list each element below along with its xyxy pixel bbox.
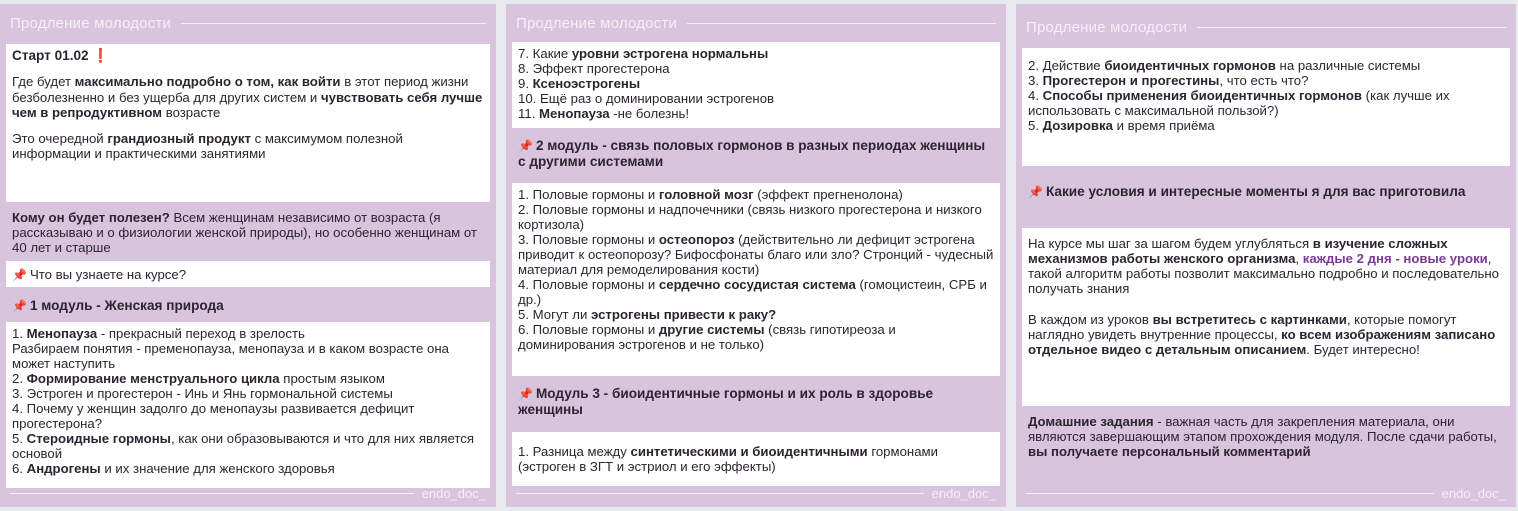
who-paragraph: Кому он будет полезен? Всем женщинам независимо от возраста (я рассказываю и о физиологии женской природы), но особенно женщинам от 40 лет и старше xyxy=(6,206,490,256)
footer-handle: endo_doc_ xyxy=(931,485,996,501)
learn-card xyxy=(6,261,490,287)
footer-line xyxy=(1026,493,1434,494)
pictures-paragraph: В каждом из уроков вы встретитесь с картинками, которые помогут наглядно увидеть внутренние процессы, ко всем изображениям записано отдельное видео с детальным описанием. Будет интересно! xyxy=(1028,312,1496,358)
list-item: 10. Ещё раз о доминировании эстрогенов xyxy=(518,91,775,107)
list-item: 4. Способы применения биоидентичных гормонов (как лучше их использовать с максимальной пользой?) xyxy=(1028,88,1450,119)
module2-title: 2 модуль - связь половых гормонов в разных периодах женщины с другими системами xyxy=(518,138,986,169)
header-line xyxy=(181,23,486,24)
course-paragraph: На курсе мы шаг за шагом будем углубляться в изучение сложных механизмов работы женского организма, каждые 2 дня - новые уроки, такой алгоритм работы позволит максимально подробно и последовательно получать знания xyxy=(1028,236,1499,297)
list-item: 7. Какие уровни эстрогена нормальны xyxy=(518,46,769,61)
slide-header-title: Продление молодости xyxy=(10,14,172,32)
footer-handle: endo_doc_ xyxy=(421,485,486,501)
pin-icon: 📌 xyxy=(12,299,27,313)
list-item: 5. Стероидные гормоны, как они образовываются и что для них является основой xyxy=(12,431,475,462)
header-line xyxy=(1197,27,1506,28)
slide-header xyxy=(1026,16,1506,38)
product-paragraph: Это очередной грандиозный продукт с максимумом полезной информации и практическими занятиями xyxy=(12,130,403,161)
homework-paragraph: Домашние задания - важная часть для закрепления материала, они являются завершающим этапом прохождения модуля. После сдачи работы, вы получаете персональный комментарий xyxy=(1022,410,1510,482)
module3-heading-block xyxy=(512,382,1000,426)
slide-panel-1 xyxy=(0,4,496,507)
list-item: 1. Половые гормоны и головной мозг (эффект прегненолона) xyxy=(518,187,903,202)
list-item: 4. Почему у женщин задолго до менопаузы развивается дефицит прогестерона? xyxy=(12,401,415,432)
header-line xyxy=(687,23,996,24)
intro-card xyxy=(6,44,490,202)
module1-title: 1 модуль - Женская природа xyxy=(29,298,224,313)
module2-heading-block xyxy=(512,134,1000,178)
pin-icon: 📌 xyxy=(12,268,27,282)
pin-icon: 📌 xyxy=(518,139,533,153)
list-item: 9. Ксеноэстрогены xyxy=(518,76,641,92)
course-info-card xyxy=(1022,228,1510,406)
list-item: 1. Разница между синтетическими и биоидентичными гормонами (эстроген в ЗГТ и эстриол и его эффекты) xyxy=(518,444,938,475)
footer-line xyxy=(516,493,924,494)
slide-header xyxy=(10,12,486,34)
slide-header xyxy=(516,12,996,34)
list-item: 2. Действие биоидентичных гормонов на различные системы xyxy=(1028,58,1421,73)
list-item: 3. Эстроген и прогестерон - Инь и Янь гормональной системы xyxy=(12,386,393,402)
list-item: Разбираем понятия - пременопауза, менопауза и в каком возрасте она может наступить xyxy=(12,341,449,372)
learn-heading: Что вы узнаете на курсе? xyxy=(29,267,187,282)
pin-icon: 📌 xyxy=(518,387,533,401)
list-item: 1. Менопауза - прекрасный переход в зрелость xyxy=(12,326,305,341)
list-item: 5. Могут ли эстрогены привести к раку? xyxy=(518,307,777,323)
footer-handle: endo_doc_ xyxy=(1441,485,1506,501)
slide-header-title: Продление молодости xyxy=(516,14,678,32)
slide-footer xyxy=(1026,485,1506,501)
conditions-heading-block xyxy=(1022,180,1510,224)
slide-header-title: Продление молодости xyxy=(1026,18,1188,36)
pin-icon: 📌 xyxy=(1028,185,1043,199)
module3-list xyxy=(512,432,1000,486)
module1-heading-block xyxy=(6,292,490,318)
list-item: 2. Формирование менструального цикла простым языком xyxy=(12,371,385,387)
conditions-title: Какие условия и интересные моменты я для вас приготовила xyxy=(1045,184,1466,199)
footer-line xyxy=(10,493,414,494)
list-item: 8. Эффект прогестерона xyxy=(518,61,670,77)
slide-footer xyxy=(10,485,486,501)
list-item: 6. Андрогены и их значение для женского здоровья xyxy=(12,461,335,477)
module3-title: Модуль 3 - биоидентичные гормоны и их роль в здоровье женщины xyxy=(518,386,934,417)
slide-panel-2 xyxy=(506,4,1006,507)
list-item: 3. Прогестерон и прогестины, что есть что? xyxy=(1028,73,1309,89)
module2-list xyxy=(512,183,1000,376)
module3-list-continued xyxy=(1022,48,1510,166)
list-item: 11. Менопауза -не болезнь! xyxy=(518,106,690,122)
slide-panel-3 xyxy=(1016,4,1516,507)
intro-paragraph: Где будет максимально подробно о том, как войти в этот период жизни безболезненно и без ущерба для других систем и чувствовать себя лучше чем в репродуктивном возрасте xyxy=(12,74,483,120)
list-item: 5. Дозировка и время приёма xyxy=(1028,118,1215,134)
list-item: 2. Половые гормоны и надпочечники (связь низкого прогестерона и низкого кортизола) xyxy=(518,202,982,233)
list-item: 4. Половые гормоны и сердечно сосудистая система (гомоцистеин, СРБ и др.) xyxy=(518,277,987,308)
module1-list xyxy=(6,322,490,488)
module1-list-continued xyxy=(512,42,1000,128)
exclamation-icon: ❗ xyxy=(92,48,110,63)
list-item: 6. Половые гормоны и другие системы (связь гипотиреоза и доминирования эстрогенов и не только) xyxy=(518,322,896,353)
list-item: 3. Половые гормоны и остеопороз (действительно ли дефицит эстрогена приводит к остеопорозу? Бифосфонаты благо или зло? Стронций - чудесный материал для ремоделирования кости) xyxy=(518,232,994,278)
slide-footer xyxy=(516,485,996,501)
start-date: Старт 01.02 ❗ xyxy=(12,48,110,63)
